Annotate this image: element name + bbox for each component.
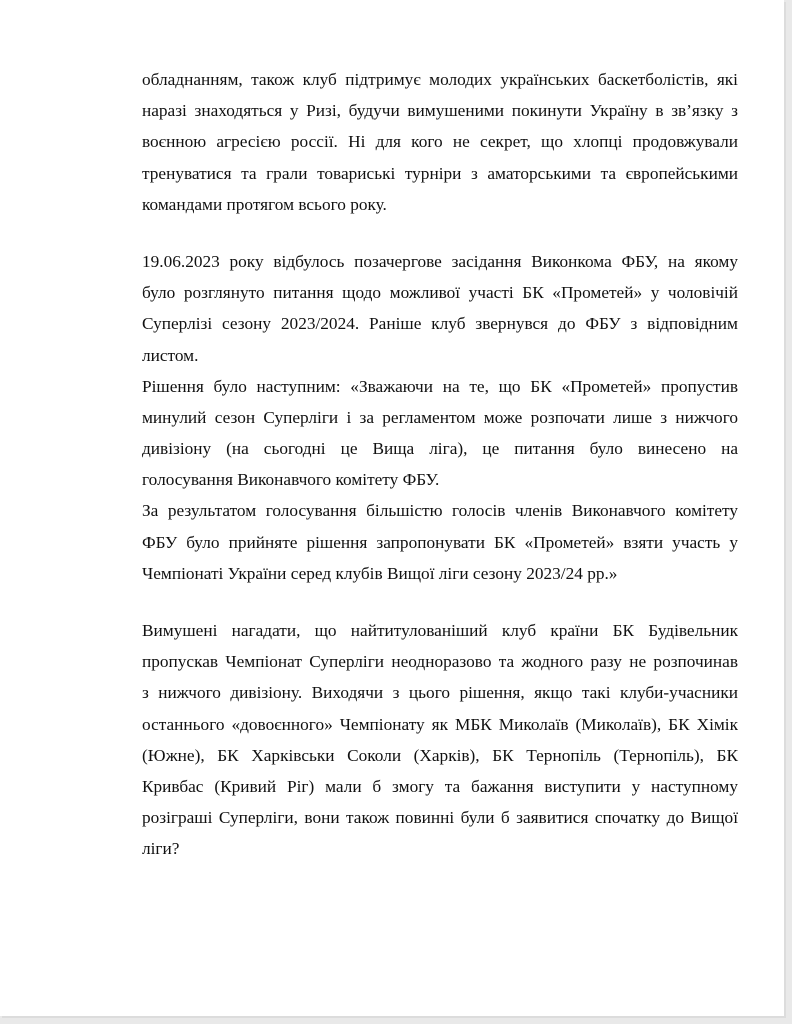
text-line: дивізіону (на сьогодні це Вища ліга), це питання було винесено на (142, 439, 738, 459)
text-line: 19.06.2023 року відбулось позачергове засідання Виконкома ФБУ, на якому (142, 251, 738, 271)
paragraph-spacer (142, 589, 738, 615)
text-line: воєнною агресією россії. Ні для кого не секрет, що хлопці продовжували (142, 132, 738, 152)
text-line: Рішення було наступним: «Зважаючи на те, що БК «Прометей» пропустив (142, 376, 738, 396)
text-line: (Южне), БК Харківськи Соколи (Харків), БК Тернопіль (Тернопіль), БК (142, 745, 738, 765)
text-line: ліги? (142, 839, 180, 859)
text-line: останнього «довоєнного» Чемпіонату як МБК Миколаїв (Миколаїв), БК Хімік (142, 714, 738, 734)
text-line: обладнанням, також клуб підтримує молодих українських баскетболістів, які (142, 70, 738, 89)
text-line: Кривбас (Кривий Ріг) мали б змогу та бажання виступити у наступному (142, 776, 738, 796)
text-line: ФБУ було прийняте рішення запропонувати БК «Прометей» взяти участь у (142, 532, 738, 552)
paragraph-4 (142, 495, 738, 589)
paragraph-5 (142, 615, 738, 865)
text-line: наразі знаходяться у Ризі, будучи вимушеними покинути Україну в зв’язку з (142, 101, 738, 121)
text-line: було розглянуто питання щодо можливої участі БК «Прометей» у чоловічій (142, 283, 738, 303)
text-line: пропускав Чемпіонат Суперліги неодноразово та жодного разу не розпочинав (142, 652, 738, 672)
paragraph-3 (142, 371, 738, 496)
paragraph-2 (142, 246, 738, 371)
text-line: Суперлізі сезону 2023/2024. Раніше клуб звернувся до ФБУ з відповідним (142, 314, 738, 334)
paragraph-spacer (142, 220, 738, 246)
text-line: минулий сезон Суперліги і за регламентом може розпочати лише з нижчого (142, 407, 738, 427)
text-line: розіграші Суперліги, вони також повинні були б заявитися спочатку до Вищої (142, 808, 738, 828)
text-line: голосування Виконавчого комітету ФБУ. (142, 470, 440, 490)
text-line: тренуватися та грали товариські турніри з аматорськими та європейськими (142, 163, 738, 183)
text-line: Чемпіонаті України серед клубів Вищої ліги сезону 2023/24 рр.» (142, 563, 618, 583)
document-body (142, 64, 738, 865)
text-line: Вимушені нагадати, що найтитулованіший клуб країни БК Будівельник (142, 621, 738, 640)
text-line: листом. (142, 345, 199, 365)
paragraph-1 (142, 64, 738, 220)
text-line: командами протягом всього року. (142, 194, 387, 214)
text-line: з нижчого дивізіону. Виходячи з цього рішення, якщо такі клуби-учасники (142, 683, 738, 703)
text-line: За результатом голосування більшістю голосів членів Виконавчого комітету (142, 501, 738, 521)
